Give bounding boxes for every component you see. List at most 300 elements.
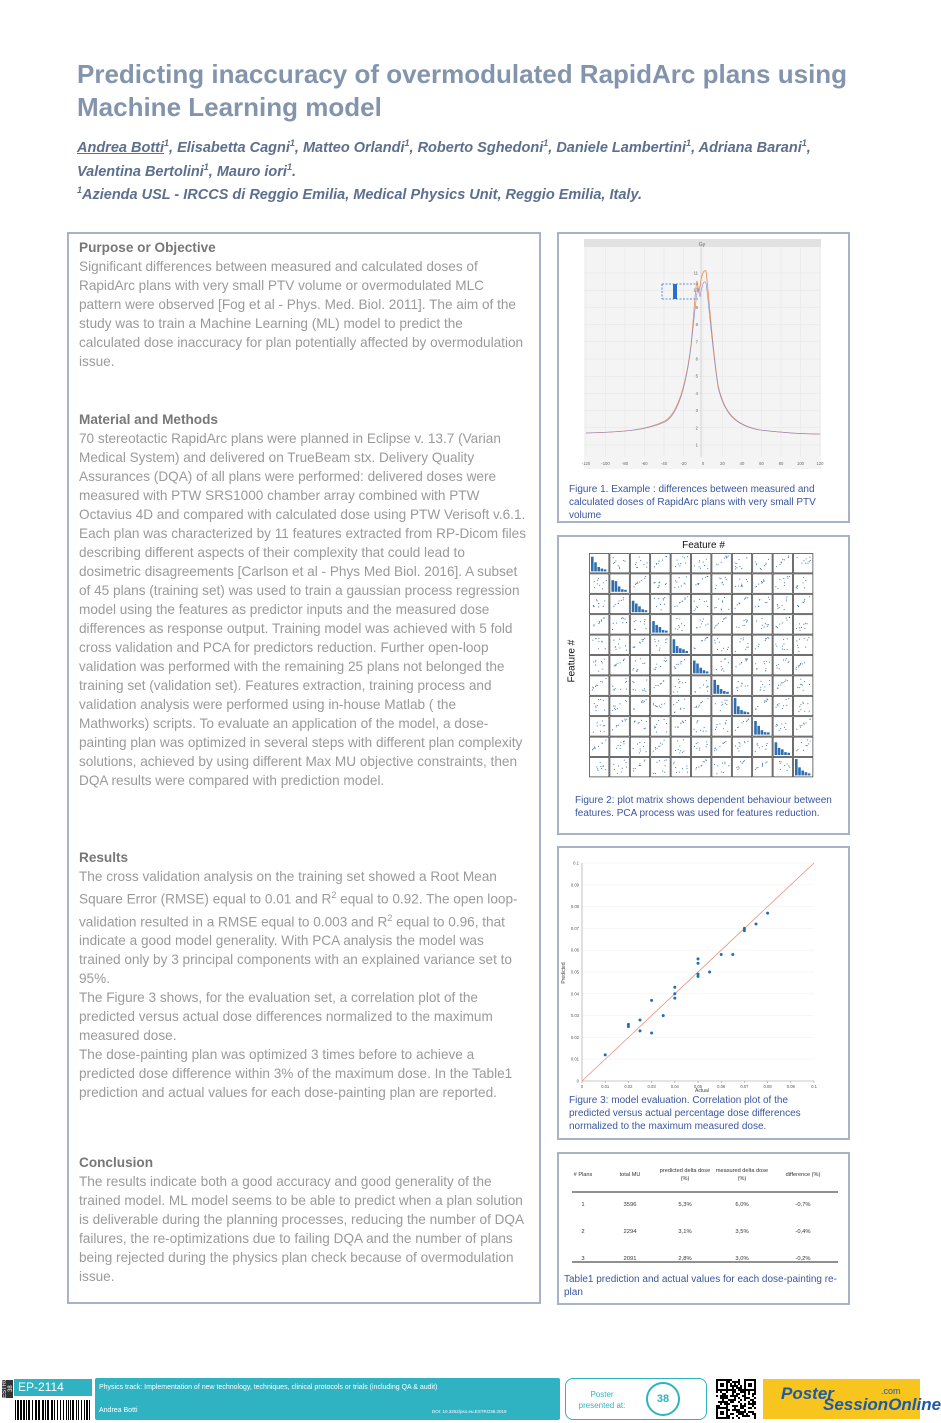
- scatter-dot: [679, 565, 680, 566]
- qr-module: [736, 1395, 738, 1397]
- scatter-dot: [615, 709, 616, 710]
- qr-module: [750, 1383, 752, 1385]
- matrix-cell: [630, 615, 649, 634]
- scatter-dot: [604, 618, 605, 619]
- qr-module: [724, 1389, 726, 1391]
- scatter-point: [662, 1014, 665, 1017]
- scatter-dot: [761, 569, 762, 570]
- qr-module: [722, 1417, 724, 1419]
- x-tick-label: -80: [621, 461, 629, 466]
- scatter-dot: [741, 568, 742, 569]
- qr-module: [716, 1387, 718, 1389]
- scatter-dot: [704, 601, 705, 602]
- scatter-dot: [598, 606, 599, 607]
- scatter-point: [743, 927, 746, 930]
- histogram-bar: [720, 689, 723, 694]
- scatter-dot: [593, 732, 594, 733]
- scatter-dot: [615, 647, 616, 648]
- scatter-dot: [787, 649, 788, 650]
- matrix-cell: [712, 635, 731, 654]
- y-tick-label: 0.05: [570, 969, 579, 975]
- qr-module: [728, 1399, 730, 1401]
- scatter-dot: [679, 687, 680, 688]
- scatter-dot: [633, 748, 634, 749]
- qr-module: [732, 1381, 734, 1383]
- scatter-dot: [781, 562, 782, 563]
- histogram-bar: [723, 691, 726, 694]
- matrix-cell: [671, 737, 690, 756]
- x-tick-label: 100: [797, 461, 804, 466]
- scatter-dot: [707, 606, 708, 607]
- qr-module: [726, 1387, 728, 1389]
- qr-module: [722, 1407, 724, 1409]
- scatter-dot: [702, 701, 703, 702]
- matrix-cell: [794, 656, 813, 675]
- scatter-dot: [626, 701, 627, 702]
- scatter-dot: [721, 666, 722, 667]
- scatter-dot: [739, 603, 740, 604]
- qr-module: [732, 1387, 734, 1389]
- scatter-dot: [675, 628, 676, 629]
- scatter-dot: [682, 682, 683, 683]
- qr-module: [728, 1415, 730, 1417]
- matrix-cell: [794, 737, 813, 756]
- qr-module: [738, 1413, 740, 1415]
- qr-module: [748, 1407, 750, 1409]
- scatter-dot: [782, 646, 783, 647]
- qr-module: [730, 1383, 732, 1385]
- scatter-dot: [782, 708, 783, 709]
- scatter-dot: [742, 762, 743, 763]
- qr-module: [732, 1405, 734, 1407]
- matrix-cell: [610, 635, 629, 654]
- scatter-dot: [768, 597, 769, 598]
- table-cell: 5,3%: [678, 1202, 692, 1208]
- scatter-dot: [801, 742, 802, 743]
- scatter-dot: [598, 578, 599, 579]
- scatter-dot: [801, 563, 802, 564]
- scatter-dot: [725, 556, 726, 557]
- qr-module: [732, 1385, 734, 1387]
- scatter-dot: [777, 704, 778, 705]
- scatter-dot: [601, 768, 602, 769]
- scatter-dot: [676, 772, 677, 773]
- qr-module: [744, 1403, 746, 1405]
- scatter-dot: [643, 639, 644, 640]
- scatter-dot: [799, 639, 800, 640]
- scatter-dot: [684, 708, 685, 709]
- qr-module: [748, 1393, 750, 1395]
- scatter-dot: [762, 625, 763, 626]
- scatter-dot: [593, 748, 594, 749]
- scatter-dot: [593, 605, 594, 606]
- scatter-dot: [634, 621, 635, 622]
- scatter-dot: [746, 557, 747, 558]
- qr-module: [716, 1407, 718, 1409]
- scatter-dot: [764, 580, 765, 581]
- scatter-dot: [779, 624, 780, 625]
- scatter-dot: [758, 646, 759, 647]
- scatter-dot: [803, 602, 804, 603]
- scatter-dot: [626, 689, 627, 690]
- qr-module: [754, 1403, 756, 1405]
- scatter-dot: [785, 729, 786, 730]
- scatter-dot: [717, 724, 718, 725]
- scatter-dot: [786, 596, 787, 597]
- presented-at-box: [565, 1378, 707, 1420]
- matrix-cell: [753, 676, 772, 695]
- scatter-dot: [721, 609, 722, 610]
- scatter-dot: [614, 665, 615, 666]
- author-affiliation-mark: 1: [203, 161, 209, 172]
- scatter-dot: [645, 691, 646, 692]
- scatter-dot: [725, 723, 726, 724]
- scatter-dot: [700, 730, 701, 731]
- histogram-bar: [737, 706, 740, 714]
- matrix-cell: [610, 696, 629, 715]
- qr-module: [738, 1417, 740, 1419]
- scatter-dot: [724, 659, 725, 660]
- scatter-dot: [781, 682, 782, 683]
- scatter-dot: [701, 702, 702, 703]
- scatter-dot: [655, 749, 656, 750]
- scatter-dot: [769, 684, 770, 685]
- qr-module: [734, 1381, 736, 1383]
- histogram-bar: [662, 630, 665, 633]
- scatter-point: [755, 923, 758, 926]
- qr-module: [722, 1379, 724, 1381]
- scatter-dot: [779, 761, 780, 762]
- qr-module: [720, 1383, 722, 1385]
- qr-code: [716, 1379, 756, 1419]
- scatter-dot: [620, 745, 621, 746]
- y-tick-label: 0.1: [573, 860, 579, 866]
- scatter-dot: [724, 558, 725, 559]
- scatter-dot: [785, 660, 786, 661]
- qr-module: [754, 1391, 756, 1393]
- x-tick-label: -20: [680, 461, 687, 466]
- y-tick-label: 0.03: [570, 1013, 579, 1019]
- barcode-bar: [72, 1400, 74, 1420]
- scatter-dot: [673, 692, 674, 693]
- barcode-bar: [68, 1400, 69, 1420]
- qr-module: [726, 1397, 728, 1399]
- scatter-dot: [703, 619, 704, 620]
- scatter-dot: [714, 748, 715, 749]
- x-tick-label: 80: [778, 461, 784, 466]
- scatter-dot: [706, 741, 707, 742]
- qr-module: [724, 1395, 726, 1397]
- scatter-dot: [624, 619, 625, 620]
- qr-module: [734, 1405, 736, 1407]
- figure-1-caption: Figure 1. Example : differences between measured and calculated doses of RapidArc plans with very small PTV volume: [569, 484, 816, 521]
- scatter-dot: [684, 557, 685, 558]
- scatter-dot: [697, 721, 698, 722]
- histogram-bar: [679, 648, 682, 653]
- barcode-bar: [17, 1400, 19, 1420]
- scatter-dot: [783, 705, 784, 706]
- scatter-dot: [633, 682, 634, 683]
- scatter-dot: [760, 687, 761, 688]
- qr-module: [752, 1411, 754, 1413]
- qr-module: [748, 1391, 750, 1393]
- qr-module: [726, 1385, 728, 1387]
- scatter-dot: [722, 600, 723, 601]
- scatter-dot: [788, 557, 789, 558]
- scatter-dot: [685, 597, 686, 598]
- scatter-dot: [659, 760, 660, 761]
- qr-module: [728, 1403, 730, 1405]
- scatter-dot: [618, 565, 619, 566]
- qr-module: [732, 1413, 734, 1415]
- scatter-dot: [600, 725, 601, 726]
- matrix-cell: [590, 594, 609, 613]
- matrix-cell: [651, 574, 670, 593]
- scatter-dot: [602, 743, 603, 744]
- footer-author: Andrea Botti: [99, 1407, 138, 1414]
- scatter-dot: [674, 711, 675, 712]
- scatter-dot: [755, 751, 756, 752]
- scatter-dot: [714, 627, 715, 628]
- scatter-point: [766, 912, 769, 915]
- scatter-dot: [805, 563, 806, 564]
- qr-module: [750, 1385, 752, 1387]
- matrix-cell: [610, 554, 629, 573]
- scatter-dot: [598, 641, 599, 642]
- scatter-dot: [696, 606, 697, 607]
- barcode-bar: [63, 1400, 64, 1420]
- scatter-dot: [640, 621, 641, 622]
- table-cell: 6,0%: [735, 1202, 749, 1208]
- qr-module: [728, 1417, 730, 1419]
- scatter-dot: [769, 662, 770, 663]
- qr-module: [744, 1381, 746, 1383]
- scatter-dot: [683, 739, 684, 740]
- scatter-dot: [716, 669, 717, 670]
- scatter-dot: [682, 721, 683, 722]
- scatter-dot: [686, 576, 687, 577]
- scatter-dot: [702, 640, 703, 641]
- scatter-dot: [654, 566, 655, 567]
- scatter-dot: [776, 646, 777, 647]
- scatter-dot: [699, 561, 700, 562]
- histogram-bar: [611, 580, 614, 592]
- qr-module: [738, 1381, 740, 1383]
- scatter-dot: [755, 561, 756, 562]
- scatter-dot: [739, 767, 740, 768]
- scatter-dot: [726, 579, 727, 580]
- scatter-dot: [599, 585, 600, 586]
- scatter-dot: [597, 768, 598, 769]
- qr-module: [722, 1383, 724, 1385]
- scatter-dot: [737, 769, 738, 770]
- scatter-dot: [734, 608, 735, 609]
- matrix-cell: [753, 758, 772, 777]
- table-cell: 3: [581, 1256, 585, 1262]
- scatter-dot: [635, 564, 636, 565]
- scatter-point: [650, 1032, 653, 1035]
- qr-module: [754, 1389, 756, 1391]
- scatter-dot: [653, 704, 654, 705]
- estro-badge: 38: [646, 1382, 680, 1416]
- table-cell: -0,7%: [795, 1202, 811, 1208]
- scatter-dot: [593, 625, 594, 626]
- qr-module: [716, 1389, 718, 1391]
- scatter-dot: [746, 622, 747, 623]
- scatter-dot: [715, 642, 716, 643]
- scatter-point: [697, 973, 700, 976]
- scatter-dot: [675, 566, 676, 567]
- scatter-dot: [666, 723, 667, 724]
- qr-module: [736, 1409, 738, 1411]
- scatter-dot: [613, 640, 614, 641]
- scatter-dot: [654, 726, 655, 727]
- matrix-cell: [651, 737, 670, 756]
- scatter-dot: [593, 661, 594, 662]
- scatter-dot: [598, 623, 599, 624]
- scatter-dot: [798, 665, 799, 666]
- qr-module: [754, 1413, 756, 1415]
- matrix-cell: [794, 635, 813, 654]
- scatter-dot: [602, 669, 603, 670]
- scatter-dot: [625, 561, 626, 562]
- scatter-dot: [604, 731, 605, 732]
- author-affiliation-mark: 1: [164, 138, 170, 148]
- scatter-dot: [662, 770, 663, 771]
- scatter-dot: [637, 567, 638, 568]
- scatter-dot: [659, 648, 660, 649]
- y-tick-label: 1: [695, 442, 698, 448]
- author-affiliation-mark: 1: [543, 138, 549, 148]
- scatter-point: [650, 999, 653, 1002]
- scatter-dot: [777, 705, 778, 706]
- scatter-dot: [677, 629, 678, 630]
- scatter-dot: [706, 687, 707, 688]
- scatter-dot: [679, 627, 680, 628]
- footer: [0, 1376, 941, 1423]
- scatter-dot: [737, 727, 738, 728]
- difference-bar: [673, 284, 677, 299]
- qr-module: [736, 1415, 738, 1417]
- qr-module: [754, 1401, 756, 1403]
- scatter-dot: [747, 643, 748, 644]
- matrix-cell: [753, 696, 772, 715]
- matrix-cell: [732, 758, 751, 777]
- scatter-dot: [640, 560, 641, 561]
- scatter-dot: [676, 664, 677, 665]
- scatter-dot: [694, 746, 695, 747]
- scatter-dot: [622, 617, 623, 618]
- scatter-dot: [803, 577, 804, 578]
- scatter-dot: [677, 740, 678, 741]
- methods-section: [79, 410, 527, 790]
- scatter-dot: [644, 742, 645, 743]
- scatter-point: [697, 957, 700, 960]
- scatter-dot: [656, 606, 657, 607]
- purpose-heading: Purpose or Objective: [79, 240, 216, 255]
- scatter-dot: [743, 620, 744, 621]
- scatter-dot: [681, 586, 682, 587]
- scatter-dot: [682, 768, 683, 769]
- histogram-bar: [615, 581, 618, 592]
- qr-module: [718, 1407, 720, 1409]
- y-axis-label: Predicted: [561, 962, 567, 984]
- scatter-dot: [598, 638, 599, 639]
- brand-word-2: SessionOnline: [823, 1395, 941, 1414]
- y-tick-label: 5: [695, 373, 698, 379]
- qr-module: [736, 1411, 738, 1413]
- qr-module: [736, 1393, 738, 1395]
- scatter-dot: [706, 559, 707, 560]
- qr-module: [740, 1399, 742, 1401]
- scatter-dot: [696, 722, 697, 723]
- scatter-dot: [755, 663, 756, 664]
- qr-module: [732, 1391, 734, 1393]
- qr-module: [730, 1379, 732, 1381]
- scatter-point: [639, 1018, 642, 1021]
- scatter-dot: [714, 607, 715, 608]
- table-1-caption: Table1 prediction and actual values for each dose-painting re-plan: [564, 1274, 837, 1298]
- scatter-dot: [784, 765, 785, 766]
- scatter-dot: [797, 588, 798, 589]
- scatter-dot: [737, 687, 738, 688]
- scatter-dot: [735, 563, 736, 564]
- scatter-dot: [682, 752, 683, 753]
- scatter-dot: [775, 644, 776, 645]
- qr-module: [746, 1415, 748, 1417]
- qr-module: [726, 1381, 728, 1383]
- scatter-dot: [806, 623, 807, 624]
- scatter-dot: [644, 619, 645, 620]
- scatter-dot: [716, 607, 717, 608]
- scatter-dot: [603, 606, 604, 607]
- scatter-dot: [644, 623, 645, 624]
- scatter-dot: [799, 623, 800, 624]
- scatter-dot: [804, 628, 805, 629]
- matrix-cell: [630, 737, 649, 756]
- scatter-dot: [635, 629, 636, 630]
- matrix-cell: [732, 594, 751, 613]
- scatter-dot: [660, 683, 661, 684]
- scatter-dot: [739, 559, 740, 560]
- scatter-dot: [598, 648, 599, 649]
- qr-module: [748, 1401, 750, 1403]
- scatter-dot: [776, 726, 777, 727]
- qr-module: [744, 1397, 746, 1399]
- table-header-cell: (%): [737, 1176, 747, 1182]
- scatter-dot: [674, 666, 675, 667]
- barcode-bar: [70, 1400, 71, 1420]
- scatter-dot: [809, 684, 810, 685]
- scatter-dot: [687, 772, 688, 773]
- scatter-dot: [767, 699, 768, 700]
- scatter-dot: [743, 639, 744, 640]
- matrix-cell: [794, 676, 813, 695]
- author-name: Elisabetta Cagni: [177, 139, 290, 156]
- matrix-cell: [753, 594, 772, 613]
- scatter-dot: [676, 702, 677, 703]
- scatter-dot: [796, 729, 797, 730]
- qr-module: [732, 1395, 734, 1397]
- scatter-dot: [796, 669, 797, 670]
- scatter-dot: [778, 703, 779, 704]
- scatter-dot: [779, 579, 780, 580]
- scatter-dot: [602, 588, 603, 589]
- x-tick-label: 0.09: [786, 1084, 795, 1089]
- scatter-dot: [639, 765, 640, 766]
- qr-module: [720, 1379, 722, 1381]
- x-tick-label: -40: [660, 461, 668, 466]
